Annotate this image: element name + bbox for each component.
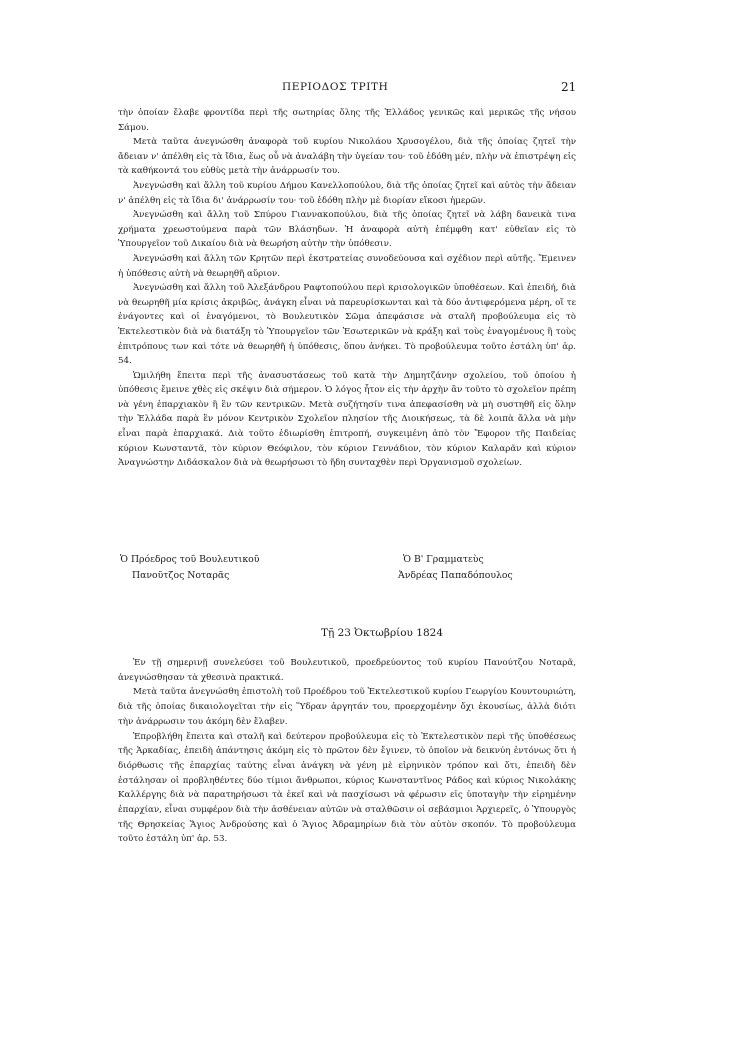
president-signature <box>120 552 259 584</box>
paragraph: Ἀνεγνώσθη καὶ ἄλλη τοῦ κυρίου Δήμου Κανελλοπούλου, διὰ τῆς ὁποίας ζητεῖ καὶ αὐτὸς τὴν ἄδειαν ν' ἀπέλθη εἰς τὰ ἴδια δι' ἀνάρρωσίν του· τοῦ ἐδόθη πλὴν μὲ διορίαν εἴκοσι ἡμερῶν. <box>118 180 576 206</box>
minutes-body-22-october <box>118 106 576 471</box>
page-number: 21 <box>561 80 577 94</box>
president-name: Πανοῦτζος Νοταρᾶς <box>132 570 230 581</box>
minutes-body-23-october <box>118 656 576 847</box>
paragraph: τὴν ὁποίαν ἔλαβε φροντίδα περὶ τῆς σωτηρίας ὅλης τῆς Ἑλλάδος γενικῶς καὶ μερικῶς τῆς νήσου Σάμου. <box>118 108 576 133</box>
president-title: Ὁ Πρόεδρος τοῦ Βουλευτικοῦ <box>120 554 260 565</box>
section-date-heading: Τῇ 23 Ὀκτωβρίου 1824 <box>321 627 443 639</box>
paragraph: Μετὰ ταῦτα ἀνεγνώσθη ἀναφορὰ τοῦ κυρίου Νικολάου Χρυσογέλου, διὰ τῆς ὁποίας ζητεῖ τὴν ἄδειαν ν' ἀπέλθη εἰς τὰ ἴδια, ἕως οὗ νὰ ἀναλάβη τὴν ὑγείαν του· τοῦ ἐδόθη μέν, πλὴν νὰ ἐπιστρέψη εἰς τὰ καθήκοντά του εὐθὺς μετὰ τὴν ἀνάρρωσίν του. <box>118 137 576 177</box>
paragraph: Ἐν τῇ σημερινῇ συνελεύσει τοῦ Βουλευτικοῦ, προεδρεύοντος τοῦ κυρίου Πανούτζου Νοταρᾶ, ἀνεγνώσθησαν τὰ χθεσινὰ πρακτικά. <box>118 658 576 683</box>
paragraph: Μετὰ ταῦτα ἀνεγνώσθη ἐπιστολὴ τοῦ Προέδρου τοῦ Ἐκτελεστικοῦ κυρίου Γεωργίου Κουντουριώτη, διὰ τῆς ὁποίας δικαιολογεῖται τὴν εἰς Ὕδραν ἀργητάν του, προερχομένην ὄχι ἑκουσίως, ἀλλὰ διότι τὴν ἀνάρρωσιν του ἀκόμη δὲν ἔλαβεν. <box>118 687 576 727</box>
paragraph: Ἐπροβλήθη ἔπειτα καὶ σταλῆ καὶ δεύτερον προβούλευμα εἰς τὸ Ἐκτελεστικὸν περὶ τῆς ὑποθέσεως τῆς Ἀρκαδίας, ἐπειδὴ ἀπάντησις ἀκόμη εἰς τὸ πρῶτον δὲν ἔγινεν, τὸ ὁποῖον νὰ δεικνύη ἐντόνως ὅτι ἡ διόρθωσις τῆς ἐπαρχίας ταύτης εἶναι ἀνάγκη νὰ γένη μὲ εἰρηνικὸν τρόπον καὶ ὅτι, ἐπειδὴ δὲν ἐστάλησαν οἱ προβληθέντες δύο τίμιοι ἄνθρωποι, κύριος Κωνσταντῖνος Ράδος καὶ κύριος Νικολάκης Καλλέργης διὰ νὰ παρατηρήσωσι τὰ ἐκεῖ καὶ νὰ πασχίσωσι νὰ φέρωσιν εἰς ὑποταγὴν τὴν εἰρημένην ἐπαρχίαν, εἶναι συμφέρον διὰ τὴν ἀσθένειαν αὐτῶν νὰ σταλθῶσιν οἱ σεβάσμιοι Ἀρχιερεῖς, ὁ Ὑπουργὸς τῆς Θρησκείας Ἅγιος Ἀνδρούσης καὶ ὁ Ἅγιος Ἀδραμηρίων διὰ τὸν αὐτὸν σκοπόν. Τὸ προβούλευμα τοῦτο ἐστάλη ὑπ' ἀρ. 53. <box>118 731 576 845</box>
paragraph: Ὡμιλήθη ἔπειτα περὶ τῆς ἀνασυστάσεως τοῦ κατὰ τὴν Δημητζάνην σχολείου, τοῦ ὁποίου ἡ ὑπόθεσις ἔμεινε χθὲς εἰς σκέψιν διὰ σήμερον. Ὁ λόγος ἦτον εἰς τὴν ἀρχὴν ἂν τοῦτο τὸ σχολεῖον πρέπη νὰ γένη ἐπαρχιακὸν ἢ ἓν τῶν κεντρικῶν. Μετὰ συζήτησίν τινα ἀπεφασίσθη νὰ μὴ συστηθῆ εἰς ὅλην τὴν Ἑλλάδα παρὰ ἓν μόνον Κεντρικὸν Σχολεῖον πλησίον τῆς Διοικήσεως, τὰ δὲ λοιπὰ ἄλλα νὰ μὴν εἶναι παρὰ ἐπαρχιακά. Διὰ τοῦτο ἐδιωρίσθη ἐπιτροπή, συγκειμένη ἀπὸ τὸν Ἔφορον τῆς Παιδείας κύριον Κωνσταντᾶ, τὸν κύριον Θεόφιλον, τὸν κύριον Γεννάδιον, τὸν κύριον Καλαρᾶν καὶ κύριον Ἀναγνώστην Διδάσκαλον διὰ νὰ θεωρήσωσι τὸ ἤδη συνταχθὲν περὶ Ὀργανισμοῦ σχολείων. <box>118 370 576 469</box>
secretary-title: Ὁ Β' Γραμματεὺς <box>403 554 484 565</box>
secretary-name: Ἀνδρέας Παπαδόπουλος <box>398 570 513 581</box>
paragraph: Ἀνεγνώσθη καὶ ἄλλη τοῦ Σπύρου Γιαννακοπούλου, διὰ τῆς ὁποίας ζητεῖ νὰ λάβη δανεικὰ τινα χρήματα χρεωστούμενα παρὰ τῶν Βλάσηδων. Ἡ ἀναφορὰ αὐτὴ ἐπέμφθη κατ' εὐθεῖαν εἰς τὸ Ὑπουργεῖον τοῦ Δικαίου διὰ νὰ θεωρήση αὐτὴν τὴν ὑπόθεσιν. <box>118 210 576 250</box>
paragraph: Ἀνεγνώσθη καὶ ἄλλη τῶν Κρητῶν περὶ ἐκστρατείας συνοδεύουσα καὶ σχέδιον περὶ αὐτῆς. Ἔμεινεν ἡ ὑπόθεσις αὐτὴ νὰ θεωρηθῆ αὔριον. <box>118 253 576 279</box>
page-header <box>0 81 744 101</box>
paragraph: Ἀνεγνώσθη καὶ ἄλλη τοῦ Ἀλεξάνδρου Ραφτοπούλου περὶ κρισολογικῶν ὑποθέσεων. Καὶ ἐπειδή, διὰ νὰ θεωρηθῆ μία κρίσις ἀκριβῶς, ἀνάγκη εἶναι νὰ παρευρίσκωνται καὶ τὰ δύο ἀντιφερόμενα μέρη, οἵ τε ἐνάγοντες καὶ οἱ ἐναγόμενοι, τὸ Βουλευτικὸν Σῶμα ἀπεφάσισε νὰ σταλῆ προβούλευμα εἰς τὸ Ἐκτελεστικὸν διὰ νὰ διατάξη τὸ Ὑπουργεῖον τῶν Ἐσωτερικῶν νὰ κράξη καὶ τοὺς ἐναγομένους ἢ τοὺς ἐπιτρόπους των καὶ τότε νὰ θεωρηθῆ ἡ ὑπόθεσις, ὅπου ἀνήκει. Τὸ προβούλευμα τοῦτο ἐστάλη ὑπ' ἀρ. 54. <box>118 283 576 367</box>
running-title: ΠΕΡΙΟΔΟΣ ΤΡΙΤΗ <box>282 81 389 93</box>
secretary-signature <box>398 552 513 584</box>
